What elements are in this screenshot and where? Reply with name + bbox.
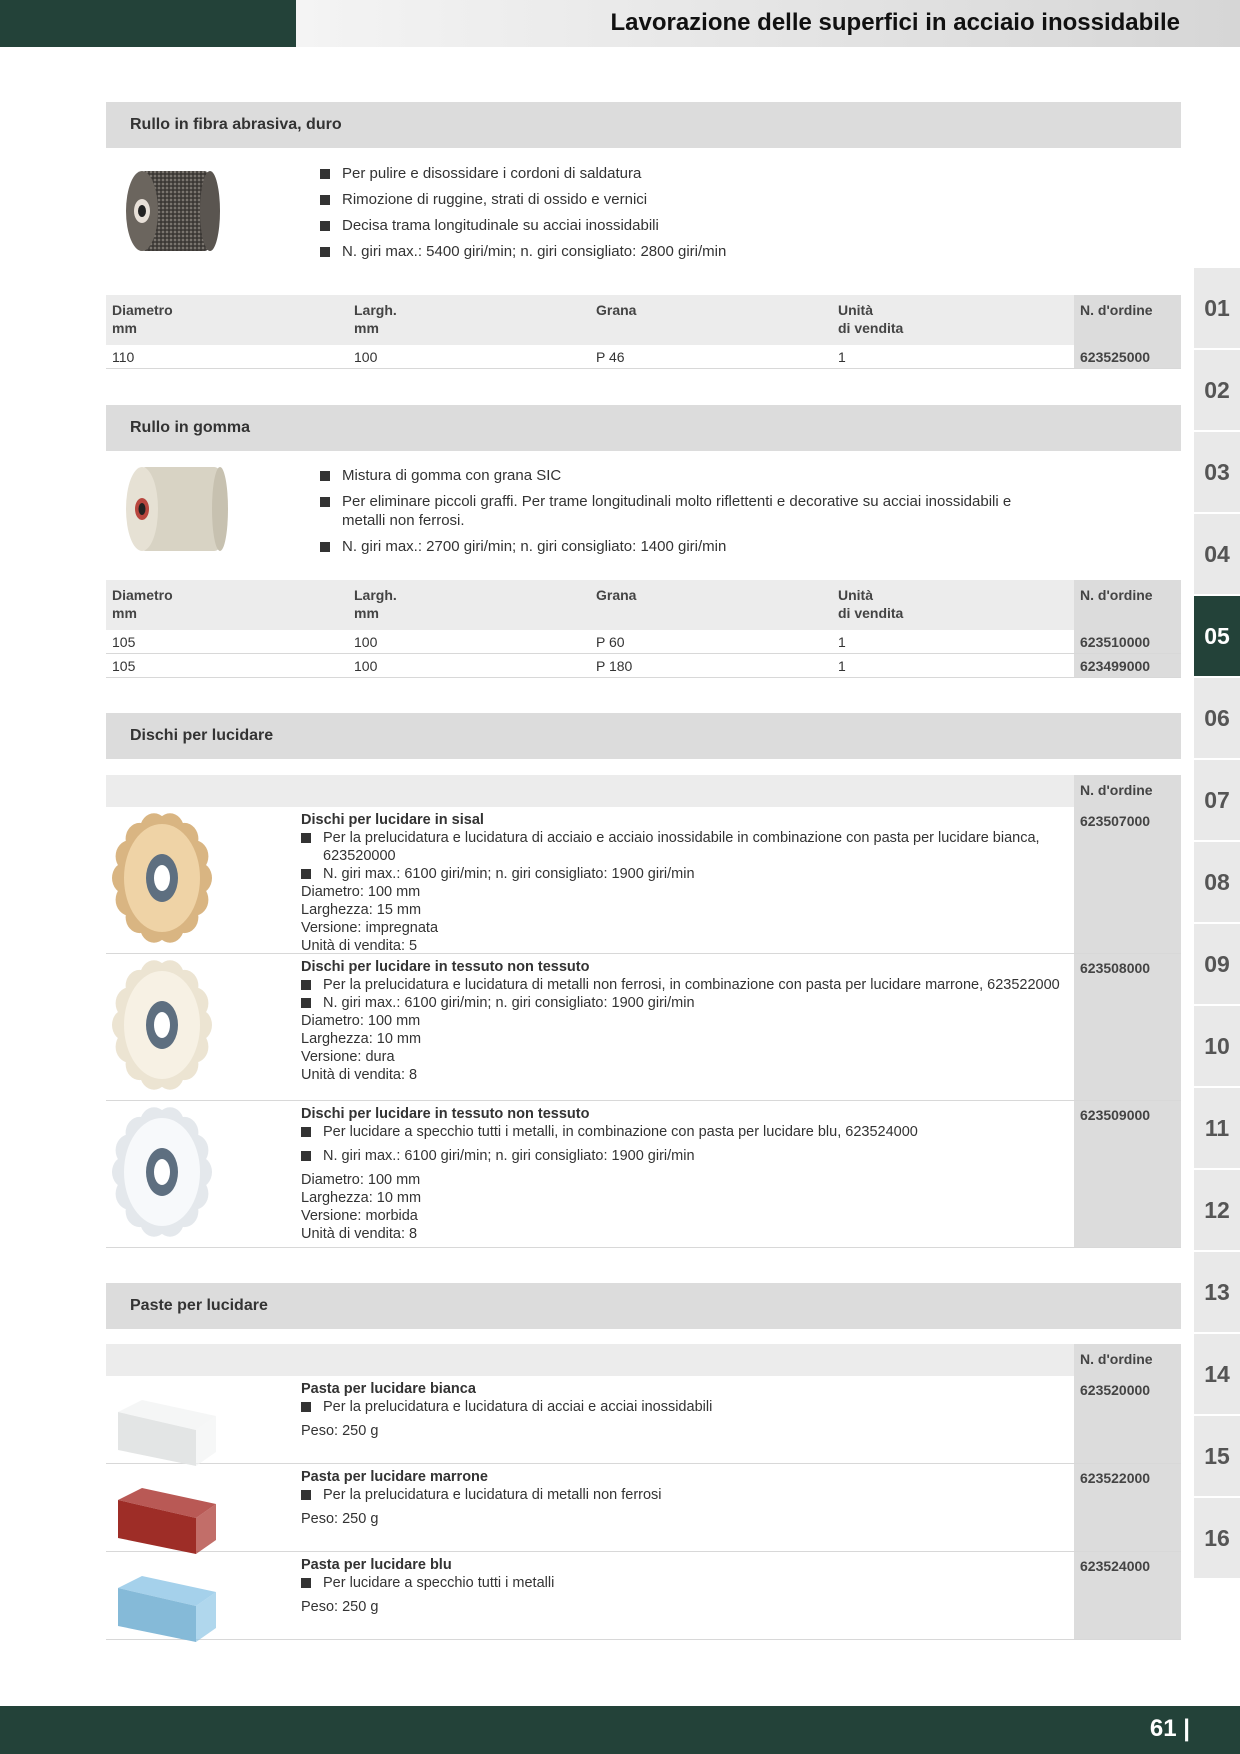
- rubber-roller-image: [122, 461, 232, 557]
- column-header: Unità di vendita: [838, 587, 904, 621]
- table-row: [106, 630, 1181, 654]
- product-row: [106, 1552, 1181, 1640]
- product-name: Dischi per lucidare in tessuto non tessuto: [301, 1106, 590, 1122]
- table-cell: 105: [112, 658, 136, 674]
- order-number: 623520000: [1074, 1376, 1181, 1463]
- feature-bullet: Per eliminare piccoli graffi. Per trame longitudinali molto riflettenti e decorative su acciai inossidabili e metalli non ferrosi.: [320, 492, 1040, 530]
- chapter-tab-14[interactable]: 14: [1194, 1334, 1240, 1414]
- paste-product-table: [106, 1344, 1181, 1640]
- product-name: Dischi per lucidare in sisal: [301, 812, 484, 828]
- page-title: Lavorazione delle superfici in acciaio inossidabile: [610, 9, 1180, 36]
- product-description: [301, 811, 1071, 955]
- product-spec: Unità di vendita: 8: [301, 1067, 418, 1083]
- table-cell: 100: [354, 658, 378, 674]
- column-header: Grana: [596, 587, 637, 603]
- product-description: [301, 1105, 1071, 1243]
- product-spec: Diametro: 100 mm: [301, 884, 421, 900]
- chapter-tab-06[interactable]: 06: [1194, 678, 1240, 758]
- section-title-fibra: Rullo in fibra abrasiva, duro: [106, 102, 1181, 148]
- product-description: [301, 1380, 1071, 1440]
- chapter-tab-02[interactable]: 02: [1194, 350, 1240, 430]
- fibra-spec-table: [106, 295, 1181, 369]
- chapter-tab-04[interactable]: 04: [1194, 514, 1240, 594]
- page-number: 61 |: [1149, 1715, 1190, 1742]
- gomma-feature-list: [320, 466, 1040, 563]
- product-spec: Peso: 250 g: [301, 1599, 379, 1615]
- table-header-row: [106, 775, 1181, 807]
- product-description: [301, 958, 1071, 1084]
- section-title-dischi: Dischi per lucidare: [106, 713, 1181, 759]
- feature-bullet: Per la prelucidatura e lucidatura di metalli non ferrosi, in combinazione con pasta per lucidare marrone, 623522000: [301, 976, 1071, 994]
- column-header: N. d'ordine: [1074, 580, 1181, 630]
- column-header: Unità di vendita: [838, 302, 904, 336]
- column-header: Diametro mm: [112, 302, 173, 336]
- product-spec: Larghezza: 10 mm: [301, 1031, 422, 1047]
- order-number-header: N. d'ordine: [1074, 1344, 1181, 1376]
- chapter-tab-01[interactable]: 01: [1194, 268, 1240, 348]
- chapter-tab-13[interactable]: 13: [1194, 1252, 1240, 1332]
- feature-bullet: Per la prelucidatura e lucidatura di acciaio e acciaio inossidabile in combinazione con pasta per lucidare bianca, 623520000: [301, 829, 1071, 865]
- feature-bullet: N. giri max.: 6100 giri/min; n. giri consigliato: 1900 giri/min: [301, 865, 1071, 883]
- feature-bullet: N. giri max.: 2700 giri/min; n. giri consigliato: 1400 giri/min: [320, 537, 1040, 556]
- order-number: 623510000: [1074, 630, 1181, 653]
- product-spec: Versione: morbida: [301, 1208, 418, 1224]
- chapter-tab-11[interactable]: 11: [1194, 1088, 1240, 1168]
- chapter-tab-07[interactable]: 07: [1194, 760, 1240, 840]
- table-cell: 1: [838, 658, 846, 674]
- polishing-paste-bar-image: [112, 1482, 222, 1562]
- product-spec: Versione: dura: [301, 1049, 395, 1065]
- table-cell: 1: [838, 634, 846, 650]
- product-spec: Versione: impregnata: [301, 920, 439, 936]
- header-bar: [296, 0, 1240, 47]
- table-cell: P 60: [596, 634, 625, 650]
- feature-bullet: N. giri max.: 6100 giri/min; n. giri consigliato: 1900 giri/min: [301, 1147, 1071, 1165]
- product-name: Dischi per lucidare in tessuto non tessuto: [301, 959, 590, 975]
- dischi-product-table: [106, 775, 1181, 1248]
- order-number: 623499000: [1074, 654, 1181, 677]
- product-name: Pasta per lucidare bianca: [301, 1381, 476, 1397]
- product-name: Pasta per lucidare blu: [301, 1557, 452, 1573]
- product-row: [106, 807, 1181, 954]
- chapter-tab-03[interactable]: 03: [1194, 432, 1240, 512]
- chapter-tab-10[interactable]: 10: [1194, 1006, 1240, 1086]
- product-description: [301, 1556, 1071, 1616]
- product-spec: Peso: 250 g: [301, 1511, 379, 1527]
- product-description: [301, 1468, 1071, 1528]
- table-cell: 100: [354, 634, 378, 650]
- section-title-paste: Paste per lucidare: [106, 1283, 1181, 1329]
- soft-polishing-disc-image: [112, 1107, 212, 1237]
- table-row: [106, 654, 1181, 678]
- chapter-tab-16[interactable]: 16: [1194, 1498, 1240, 1578]
- product-name: Pasta per lucidare marrone: [301, 1469, 488, 1485]
- order-number: 623509000: [1074, 1101, 1181, 1247]
- polishing-paste-bar-image: [112, 1570, 222, 1650]
- footer-bar: [0, 1706, 1240, 1754]
- product-spec: Unità di vendita: 5: [301, 938, 418, 954]
- feature-bullet: Rimozione di ruggine, strati di ossido e vernici: [320, 190, 1040, 209]
- fibra-feature-list: [320, 164, 1040, 268]
- chapter-tab-12[interactable]: 12: [1194, 1170, 1240, 1250]
- column-header: Largh. mm: [354, 302, 397, 336]
- feature-bullet: Per la prelucidatura e lucidatura di acciai e acciai inossidabili: [301, 1398, 1071, 1416]
- product-row: [106, 1376, 1181, 1464]
- feature-bullet: Per pulire e disossidare i cordoni di saldatura: [320, 164, 1040, 183]
- product-spec: Unità di vendita: 8: [301, 1226, 418, 1242]
- table-header-row: [106, 295, 1181, 345]
- table-row: [106, 345, 1181, 369]
- order-number: 623525000: [1074, 345, 1181, 368]
- table-cell: 105: [112, 634, 136, 650]
- feature-bullet: N. giri max.: 5400 giri/min; n. giri consigliato: 2800 giri/min: [320, 242, 1040, 261]
- table-header-row: [106, 1344, 1181, 1376]
- product-spec: Diametro: 100 mm: [301, 1013, 421, 1029]
- order-number: 623507000: [1074, 807, 1181, 953]
- table-cell: 100: [354, 349, 378, 365]
- sisal-polishing-disc-image: [112, 813, 212, 943]
- product-row: [106, 1101, 1181, 1248]
- feature-bullet: N. giri max.: 6100 giri/min; n. giri consigliato: 1900 giri/min: [301, 994, 1071, 1012]
- chapter-tabs: [1194, 268, 1240, 1580]
- polishing-paste-bar-image: [112, 1394, 222, 1474]
- product-spec: Larghezza: 15 mm: [301, 902, 422, 918]
- feature-bullet: Decisa trama longitudinale su acciai inossidabili: [320, 216, 1040, 235]
- section-title-gomma: Rullo in gomma: [106, 405, 1181, 451]
- table-cell: 110: [112, 349, 135, 365]
- column-header: Grana: [596, 302, 637, 318]
- chapter-tab-09[interactable]: 09: [1194, 924, 1240, 1004]
- product-row: [106, 1464, 1181, 1552]
- feature-bullet: Mistura di gomma con grana SIC: [320, 466, 1040, 485]
- hard-polishing-disc-image: [112, 960, 212, 1090]
- table-cell: P 180: [596, 658, 633, 674]
- order-number: 623522000: [1074, 1464, 1181, 1551]
- gomma-spec-table: [106, 580, 1181, 678]
- chapter-tab-05[interactable]: 05: [1194, 596, 1240, 676]
- chapter-tab-15[interactable]: 15: [1194, 1416, 1240, 1496]
- order-number-header: N. d'ordine: [1074, 775, 1181, 807]
- abrasive-fiber-roller-image: [122, 163, 222, 259]
- order-number: 623508000: [1074, 954, 1181, 1100]
- column-header: N. d'ordine: [1074, 295, 1181, 345]
- column-header: Diametro mm: [112, 587, 173, 621]
- product-spec: Larghezza: 10 mm: [301, 1190, 422, 1206]
- order-number: 623524000: [1074, 1552, 1181, 1639]
- table-header-row: [106, 580, 1181, 630]
- chapter-tab-08[interactable]: 08: [1194, 842, 1240, 922]
- column-header: Largh. mm: [354, 587, 397, 621]
- product-spec: Diametro: 100 mm: [301, 1172, 421, 1188]
- feature-bullet: Per lucidare a specchio tutti i metalli, in combinazione con pasta per lucidare blu, 623524000: [301, 1123, 1071, 1141]
- feature-bullet: Per lucidare a specchio tutti i metalli: [301, 1574, 1071, 1592]
- feature-bullet: Per la prelucidatura e lucidatura di metalli non ferrosi: [301, 1486, 1071, 1504]
- product-spec: Peso: 250 g: [301, 1423, 379, 1439]
- product-row: [106, 954, 1181, 1101]
- table-cell: P 46: [596, 349, 625, 365]
- header-accent-bar: [0, 0, 296, 47]
- table-cell: 1: [838, 349, 846, 365]
